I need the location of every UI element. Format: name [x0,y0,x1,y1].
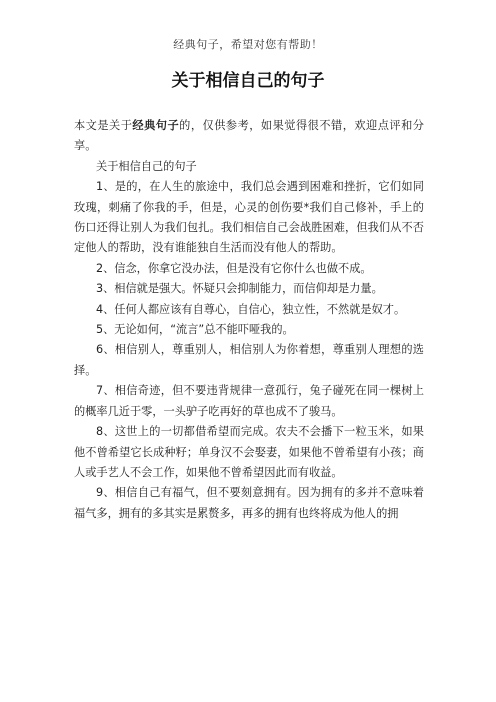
intro-paragraph [74,116,424,157]
paragraph-2: 2、信念，你拿它没办法，但是没有它你什么也做不成。 [96,261,372,275]
paragraph-1: 1、是的，在人生的旅途中，我们总会遇到困难和挫折，它们如同玫瑰，刺痛了你我的手，但是，心灵的创伤要*我们自己修补，手上的伤口还得让别人为我们包扎。我们相信自己会战胜困难，但我们从不否定他人的帮助，没有谁能独自生活而没有他人的帮助。 [74,180,424,255]
paragraph-8: 8、这世上的一切都借希望而完成。农夫不会播下一粒玉米，如果他不曾希望它长成种籽；单身汉不会娶妻，如果他不曾希望有小孩；商人或手艺人不会工作，如果他不曾希望因此而有收益。 [74,425,424,479]
paragraph-9: 9、相信自己有福气，但不要刻意拥有。因为拥有的多并不意味着福气多，拥有的多其实是累赘多，再多的拥有也终将成为他人的拥 [74,486,424,520]
intro-text-before: 本文是关于 [74,119,133,132]
intro-keyword: 经典句子 [132,119,180,132]
document-body [74,116,424,524]
paragraph-4: 4、任何人都应该有自尊心，自信心，独立性，不然就是奴才。 [96,302,406,316]
paragraph-3: 3、相信就是强大。怀疑只会抑制能力，而信仰却是力量。 [96,282,383,296]
paragraph-7: 7、相信奇迹，但不要违背规律一意孤行，兔子碰死在同一棵树上的概率几近于零，一头驴子吃再好的草也成不了骏马。 [74,384,424,418]
header-note: 经典句子，希望对您有帮助！ [173,38,323,51]
intro-text-after: 的，仅供参考，如果觉得很不错，欢迎点评和分享。 [74,119,424,153]
paragraph-5: 5、无论如何，“流言”总不能吓哑我的。 [96,323,294,337]
document-title: 关于相信自己的句子 [171,71,325,91]
section-heading: 关于相信自己的句子 [96,159,197,173]
paragraph-6: 6、相信别人，尊重别人，相信别人为你着想，尊重别人理想的选择。 [74,343,424,377]
